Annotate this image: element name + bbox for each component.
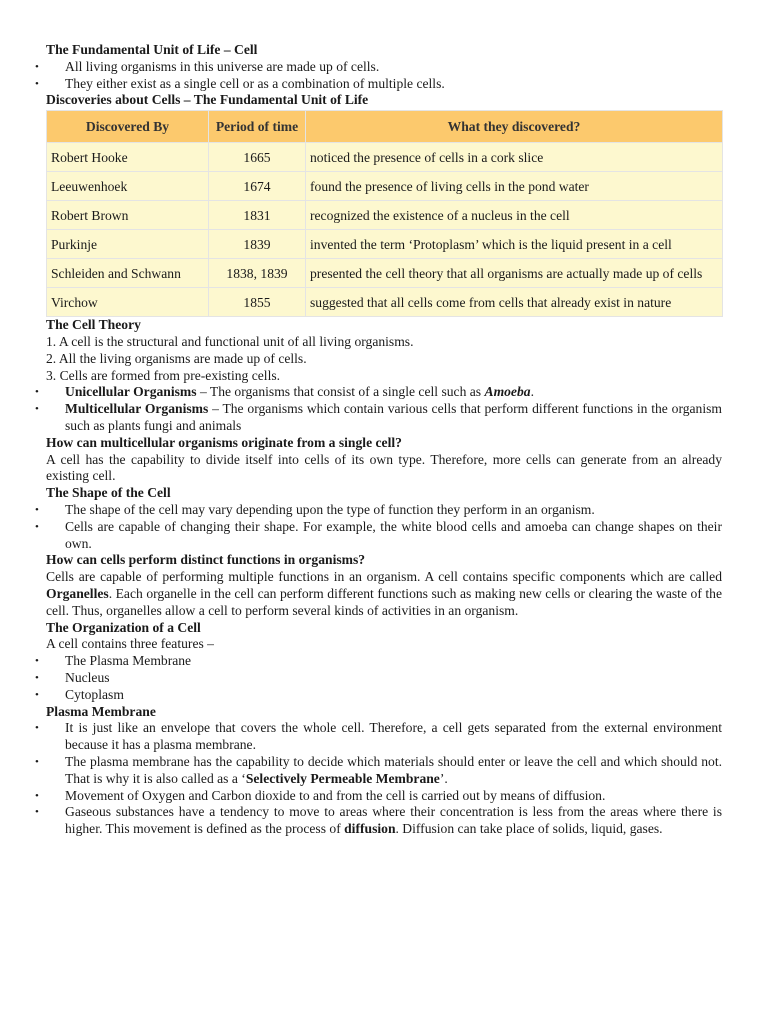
cell-period: 1831 [209,201,306,230]
cell-period: 1674 [209,172,306,201]
heading-shape: The Shape of the Cell [46,485,171,501]
organization-bullet: • Cytoplasm [46,687,722,704]
cell-discovery: invented the term ‘Protoplasm’ which is the liquid present in a cell [306,230,723,259]
table-row [47,259,723,288]
heading-organization: The Organization of a Cell [46,619,201,635]
functions-paragraph [46,569,722,619]
heading-cell-theory: The Cell Theory [46,317,141,333]
functions-text-b: . Each organelle in the cell can perform different functions such as making new cells or clearing the waste of the cell. Thus, organelles allow a cell to perform several kinds of activities in an organism. [46,585,722,618]
table-row [47,172,723,201]
cell-discovery: recognized the existence of a nucleus in the cell [306,201,723,230]
plasma-b2-text-a: The plasma membrane has the capability to decide which materials should enter or leave the cell and which should not. That is why it is also called as a ‘ [65,753,722,786]
cell-discovered-by: Schleiden and Schwann [47,259,209,288]
diffusion-term: diffusion [344,821,396,837]
organization-bullet: • The Plasma Membrane [46,653,722,670]
cell-discovery: suggested that all cells come from cells that already exist in nature [306,288,723,317]
cell-discovered-by: Robert Hooke [47,143,209,172]
unicellular-term: Unicellular Organisms [65,384,197,400]
functions-text-a: Cells are capable of performing multiple functions in an organism. A cell contains specific components which are called [46,569,722,585]
heading-fundamental-unit: The Fundamental Unit of Life – Cell [46,42,258,57]
plasma-b2-text-b: ’. [439,770,448,786]
document-page [46,42,722,838]
intro-bullet: • All living organisms in this universe are made up of cells. [46,59,722,76]
multicellular-bullet [46,401,722,435]
intro-bullet: • They either exist as a single cell or as a combination of multiple cells. [46,76,722,93]
unicellular-bullet [46,384,722,401]
amoeba-term: Amoeba [484,384,531,400]
cell-discovery: found the presence of living cells in the pond water [306,172,723,201]
plasma-bullet [46,804,722,838]
cell-period: 1839 [209,230,306,259]
column-header: Period of time [209,111,306,143]
heading-origin: How can multicellular organisms originate from a single cell? [46,434,402,450]
organelles-term: Organelles [46,585,109,601]
shape-bullet: • The shape of the cell may vary depending upon the type of function they perform in an organism. [46,502,722,519]
cell-period: 1838, 1839 [209,259,306,288]
unicellular-end: . [530,384,534,400]
cell-discovered-by: Virchow [47,288,209,317]
heading-plasma-membrane: Plasma Membrane [46,703,156,719]
cell-discovered-by: Leeuwenhoek [47,172,209,201]
table-row [47,288,723,317]
organization-bullet: • Nucleus [46,670,722,687]
cell-period: 1665 [209,143,306,172]
theory-point: 3. Cells are formed from pre-existing cells. [46,367,281,383]
plasma-bullet: • Movement of Oxygen and Carbon dioxide to and from the cell is carried out by means of diffusion. [46,788,722,805]
plasma-bullet [46,754,722,788]
cell-discovery: presented the cell theory that all organisms are actually made up of cells [306,259,723,288]
selectively-permeable-term: Selectively Permeable Membrane [245,770,440,786]
shape-bullet: • Cells are capable of changing their shape. For example, the white blood cells and amoeba can change shapes on their own. [46,519,722,553]
plasma-b4-text-a: Gaseous substances have a tendency to move to areas where their concentration is less from the areas where there is higher. This movement is defined as the process of [65,804,722,837]
table-row [47,143,723,172]
unicellular-text: – The organisms that consist of a single cell such as [196,384,485,400]
multicellular-text: – The organisms which contain various cells that perform different functions in the organism such as plants fungi and animals [65,401,722,433]
cell-period: 1855 [209,288,306,317]
cell-discovered-by: Robert Brown [47,201,209,230]
multicellular-term: Multicellular Organisms [65,401,209,417]
table-header-row [47,111,723,143]
heading-functions: How can cells perform distinct functions in organisms? [46,552,366,568]
table-row [47,230,723,259]
theory-point: 1. A cell is the structural and functional unit of all living organisms. [46,333,414,349]
heading-discoveries: Discoveries about Cells – The Fundamental Unit of Life [46,92,369,108]
origin-paragraph: A cell has the capability to divide itself into cells of its own type. Therefore, more cells can generate from an already existing cell. [46,451,722,484]
theory-point: 2. All the living organisms are made up of cells. [46,350,307,366]
plasma-bullet: • It is just like an envelope that covers the whole cell. Therefore, a cell gets separated from the external environment because it has a plasma membrane. [46,720,722,754]
table-row [47,201,723,230]
discoveries-table [46,110,723,317]
cell-discovery: noticed the presence of cells in a cork slice [306,143,723,172]
column-header: What they discovered? [306,111,723,143]
cell-discovered-by: Purkinje [47,230,209,259]
plasma-b4-text-b: . Diffusion can take place of solids, liquid, gases. [395,821,663,837]
organization-intro: A cell contains three features – [46,636,214,652]
column-header: Discovered By [47,111,209,143]
